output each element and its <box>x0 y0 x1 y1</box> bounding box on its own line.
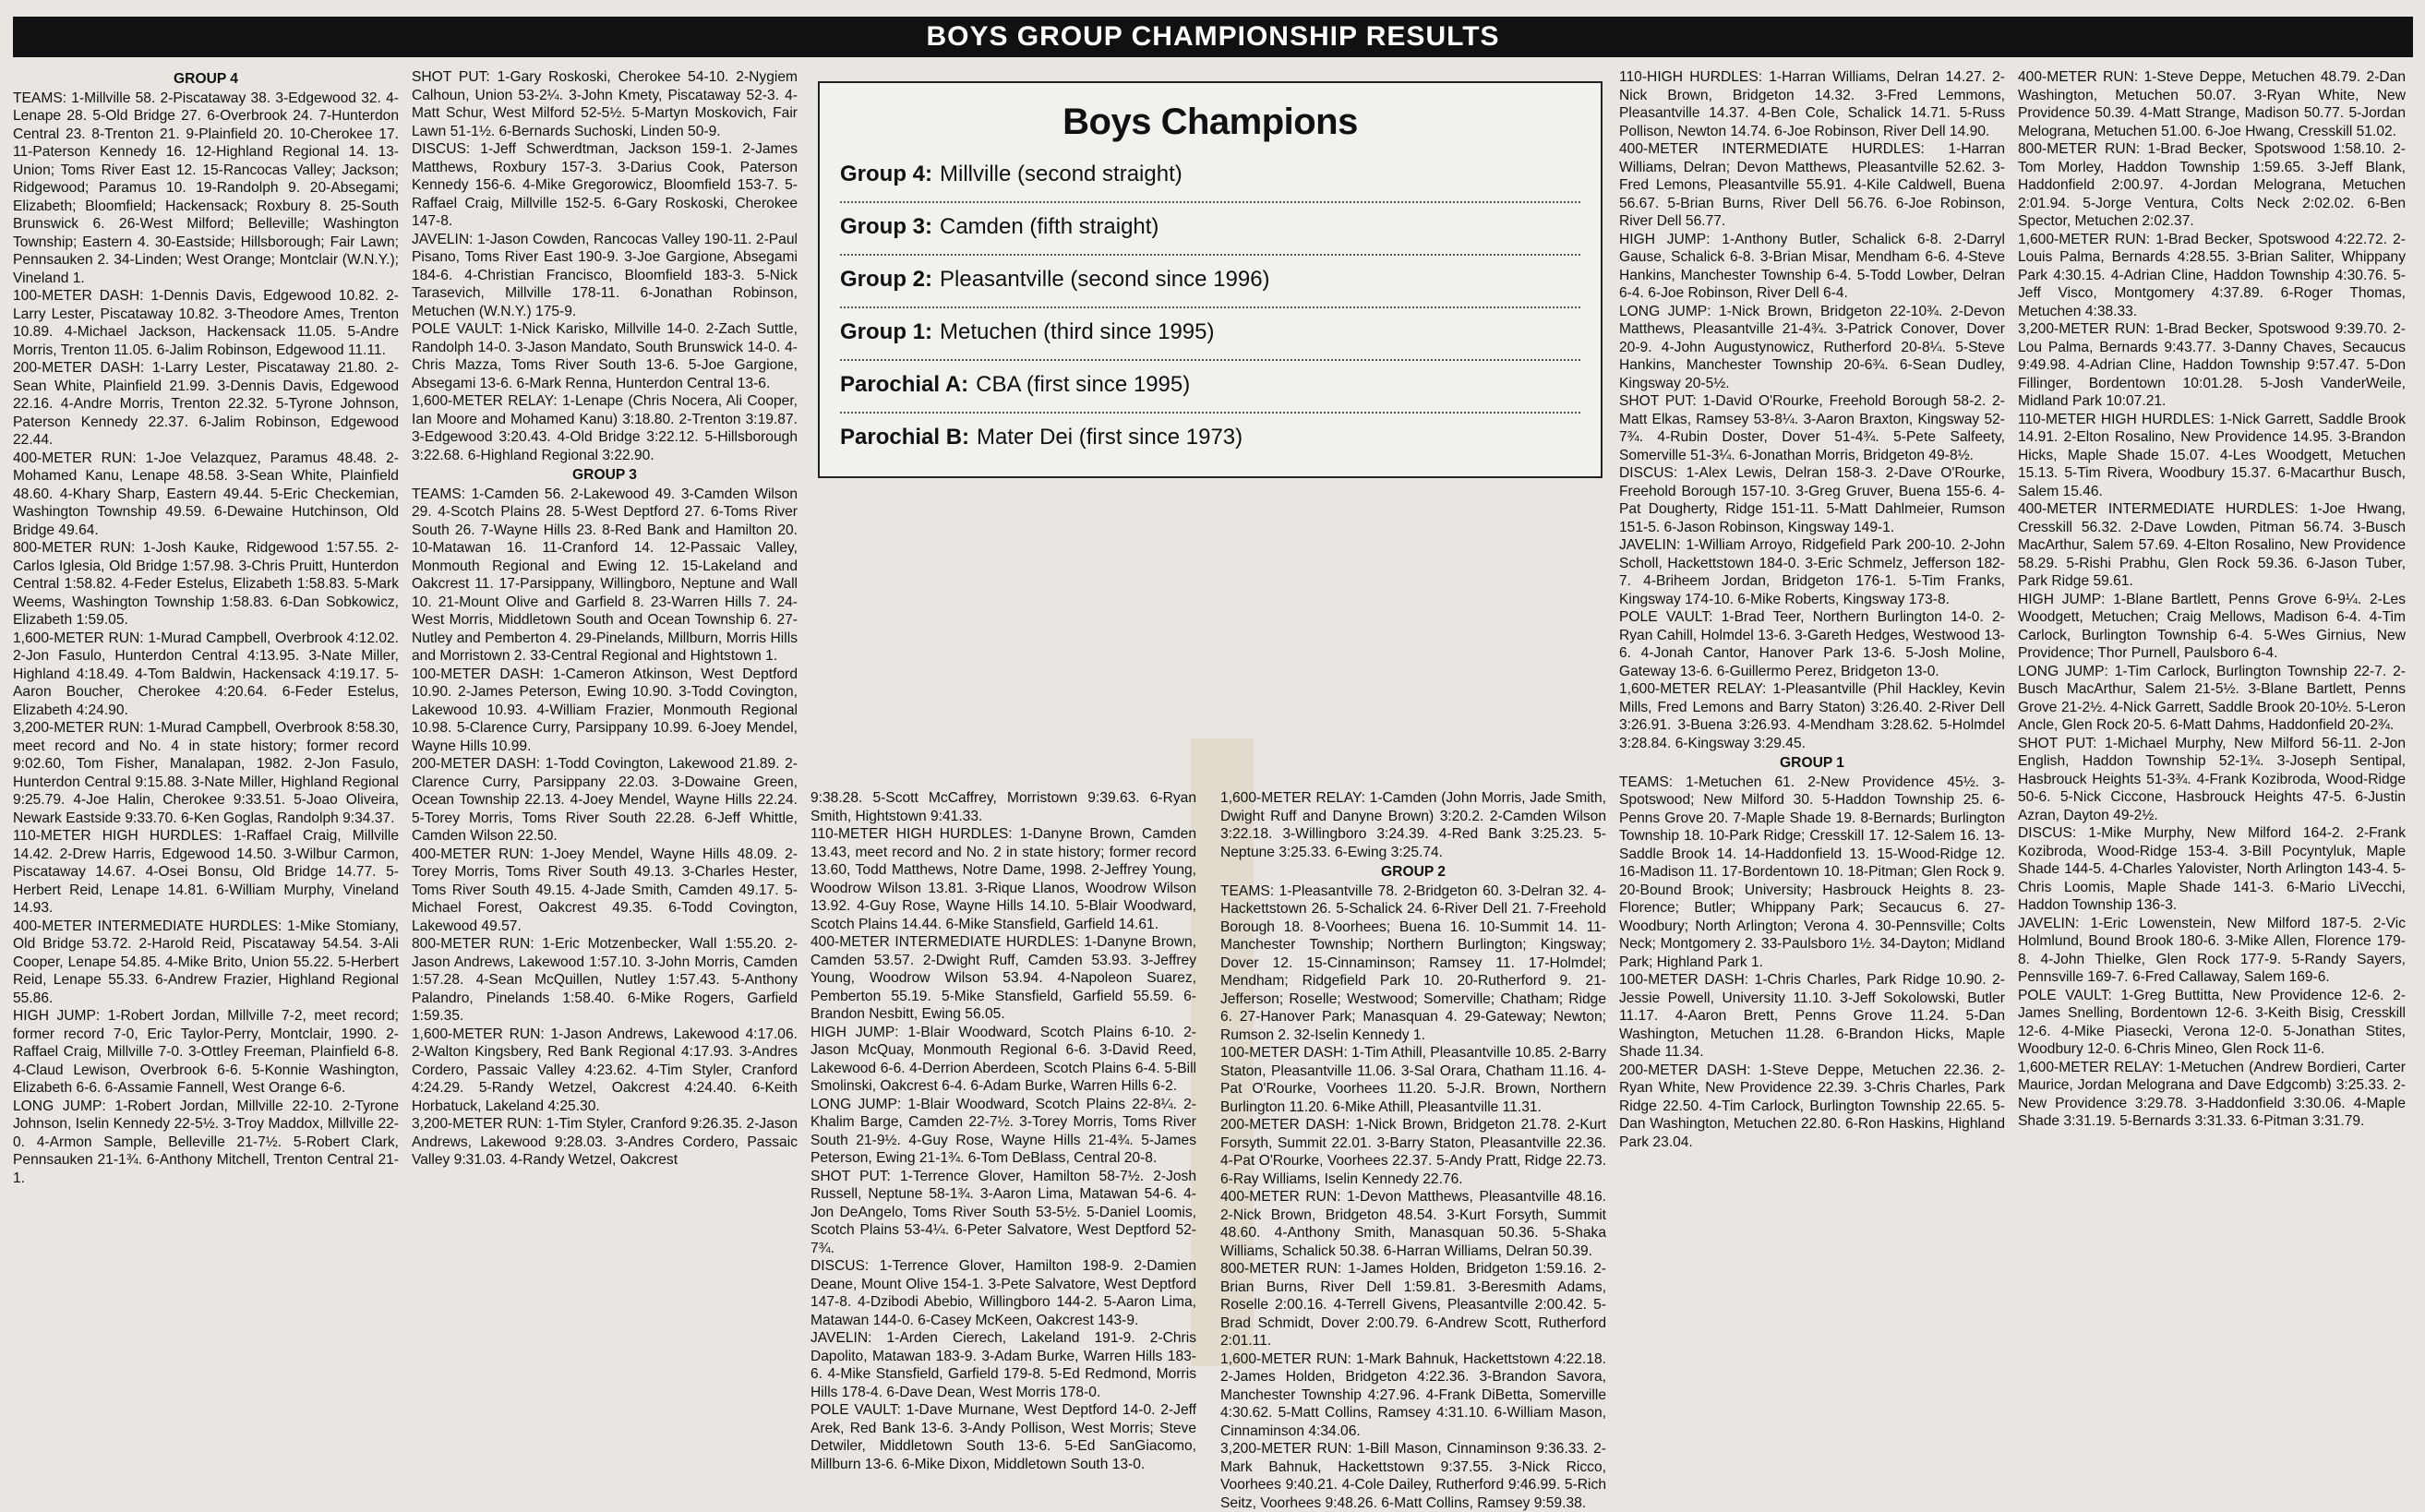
event-result: 200-METER DASH: 1-Steve Deppe, Metuchen 22.36. 2-Ryan White, New Providence 22.39. 3-Chris Charles, Park Ridge 22.50. 4-Tim Carlock, Burlington Township 22.65. 5-Dan Washington, Metuchen 22.80. 6-Ron Haskins, Highland Park 23.04. <box>1619 1062 2005 1150</box>
event-result: 110-METER HIGH HURDLES: 1-Danyne Brown, Camden 13.43, meet record and No. 2 in state history; former record 13.60, Todd Matthews, Notre Dame, 1998. 2-Jeffrey Young, Woodrow Wilson 13.81. 3-Rique Llanos, Woodrow Wilson 13.92. 4-Guy Rose, Wayne Hills 14.10. 5-Blair Woodward, Scotch Plains 14.44. 6-Mike Stansfield, Garfield 14.61. <box>810 826 1196 932</box>
event-result: 1,600-METER RUN: 1-Brad Becker, Spotswood 4:22.72. 2-Louis Palma, Bernards 4:28.55. 3-Brian Saliter, Whippany Park 4:30.15. 4-Adrian Cline, Haddon Township 4:30.76. 5-Jeff Visco, Montgomery 4:37.89. 6-Roger Thomas, Metuchen 4:38.33. <box>2018 231 2406 319</box>
event-result: DISCUS: 1-Mike Murphy, New Milford 164-2. 2-Frank Kozibroda, Wood-Ridge 153-4. 3-Bill Pocyntyluk, Maple Shade 144-5. 4-Charles Yalovister, North Arlington 143-4. 5-Chris Loomis, Maple Shade 141-3. 6-Mario LiVecchi, Haddon Township 136-3. <box>2018 825 2406 913</box>
group-heading: GROUP 4 <box>174 71 238 87</box>
event-result: 3,200-METER RUN: 1-Bill Mason, Cinnaminson 9:36.33. 2-Mark Bahnuk, Hackettstown 9:37.55. 3-Nick Ricco, Voorhees 9:40.21. 4-Cole Dailey, Rutherford 9:46.99. 5-Rich Seitz, Voorhees 9:48.26. 6-Matt Collins, Ramsey 9:59.38. <box>1220 1441 1606 1511</box>
event-result: 1,600-METER RELAY: 1-Pleasantville (Phil Hackley, Kevin Mills, Fred Lemons and Barry Staton) 3:26.40. 2-River Dell 3:26.91. 3-Buena 3:26.93. 4-Mendham 3:28.62. 5-Holmdel 3:28.84. 6-Kingsway 3:29.45. <box>1619 681 2005 751</box>
event-result: 100-METER DASH: 1-Dennis Davis, Edgewood 10.82. 2-Larry Lester, Piscataway 10.82. 3-Theodore Ames, Trenton 10.89. 4-Michael Jackson, Hackensack 11.05. 5-Andre Morris, Trenton 11.05. 6-Jalim Robinson, Edgewood 11.11. <box>13 288 399 358</box>
event-result: DISCUS: 1-Jeff Schwerdtman, Jackson 159-1. 2-James Matthews, Roxbury 157-3. 3-Darius Cook, Paterson Kennedy 156-6. 4-Mike Gregorowicz, Bloomfield 153-7. 5-Raffael Craig, Millville 152-5. 6-Gary Roskoski, Cherokee 147-8. <box>412 141 798 229</box>
event-result: JAVELIN: 1-Arden Cierech, Lakeland 191-9. 2-Chris Dapolito, Matawan 183-9. 3-Adam Burke, Warren Hills 183-6. 4-Mike Stansfield, Garfield 179-8. 5-Ed Redmond, Morris Hills 178-4. 6-Dave Dean, West Morris 178-0. <box>810 1330 1196 1400</box>
group-heading: GROUP 1 <box>1780 755 1844 771</box>
results-column-2 <box>412 68 798 1356</box>
event-result: 400-METER INTERMEDIATE HURDLES: 1-Danyne Brown, Camden 53.57. 2-Dwight Ruff, Camden 53.93. 3-Jeffrey Young, Woodrow Wilson 53.94. 4-Napoleon Suarez, Pemberton 55.19. 5-Mike Stansfield, Garfield 55.59. 6-Brandon Nesbitt, Ewing 56.05. <box>810 934 1196 1022</box>
event-result: LONG JUMP: 1-Robert Jordan, Millville 22-10. 2-Tyrone Johnson, Iselin Kennedy 22-5½. 3-Troy Maddox, Millville 22-0. 4-Armon Sample, Belleville 21-7½. 5-Robert Clark, Pennsauken 21-1¾. 6-Anthony Mitchell, Trenton Central 21-1. <box>13 1098 399 1186</box>
event-result: 200-METER DASH: 1-Nick Brown, Bridgeton 21.78. 2-Kurt Forsyth, Summit 22.01. 3-Barry Staton, Pleasantville 22.36. 4-Pat O'Rourke, Voorhees 22.37. 5-Andy Pratt, Ridge 22.73. 6-Ray Williams, Iselin Kennedy 22.76. <box>1220 1117 1606 1187</box>
champion-group-label: Group 4: <box>840 162 932 186</box>
event-result: 800-METER RUN: 1-Eric Motzenbecker, Wall 1:55.20. 2-Jason Andrews, Lakewood 1:57.10. 3-John Morris, Camden 1:57.28. 4-Sean McQuillen, Nutley 1:57.43. 5-Anthony Palandro, Pinelands 1:58.40. 6-Mike Rogers, Garfield 1:59.35. <box>412 936 798 1024</box>
champion-row <box>840 414 1580 466</box>
event-result: SHOT PUT: 1-Terrence Glover, Hamilton 58-7½. 2-Josh Russell, Neptune 58-1¾. 3-Aaron Lima, Matawan 54-6. 4-Jon DeAngelo, Toms River South 53-5½. 5-Daniel Loomis, Scotch Plains 53-4¼. 6-Peter Salvatore, West Deptford 52-7¾. <box>810 1168 1196 1256</box>
event-result: 1,600-METER RUN: 1-Mark Bahnuk, Hackettstown 4:22.18. 2-James Holden, Bridgeton 4:22.36. 3-Brandon Savora, Manchester Township 4:27.96. 4-Frank DiBetta, Somerville 4:30.62. 5-Matt Collins, Ramsey 4:31.10. 6-William Mason, Cinnaminson 4:34.06. <box>1220 1350 1606 1439</box>
event-result: 100-METER DASH: 1-Cameron Atkinson, West Deptford 10.90. 2-James Peterson, Ewing 10.90. 3-Todd Covington, Lakewood 10.93. 4-William Frazier, Monmouth Regional 10.98. 5-Clarence Curry, Parsippany 10.99. 6-Joey Mendel, Wayne Hills 10.99. <box>412 666 798 754</box>
champion-row <box>840 308 1580 361</box>
champion-group-label: Group 3: <box>840 214 932 239</box>
event-result: 1,600-METER RUN: 1-Murad Campbell, Overbrook 4:12.02. 2-Jon Fasulo, Hunterdon Central 4:13.95. 3-Nate Miller, Highland 4:18.49. 4-Tom Baldwin, Hackensack 4:19.17. 5-Aaron Boucher, Cherokee 4:20.64. 6-Feder Estelus, Elizabeth 4:24.90. <box>13 630 399 718</box>
event-result: 400-METER RUN: 1-Joe Velazquez, Paramus 48.48. 2-Mohamed Kanu, Lenape 48.58. 3-Sean White, Plainfield 48.60. 4-Khary Sharp, Eastern 49.44. 5-Eric Checkemian, Washington Township 49.59. 6-Dewaine Hutchinson, Old Bridge 49.64. <box>13 450 399 538</box>
event-result: 400-METER RUN: 1-Steve Deppe, Metuchen 48.79. 2-Dan Washington, Metuchen 50.07. 3-Ryan White, New Providence 50.39. 4-Matt Strange, Madison 50.77. 5-Jordan Melograna, Metuchen 51.00. 6-Joe Hwang, Cresskill 51.02. <box>2018 69 2406 139</box>
event-result: 3,200-METER RUN: 1-Tim Styler, Cranford 9:26.35. 2-Jason Andrews, Lakewood 9:28.03. 3-Andres Cordero, Passaic Valley 9:31.03. 4-Randy Wetzel, Oakcrest <box>412 1116 798 1168</box>
results-column-1 <box>13 68 399 1356</box>
event-result: LONG JUMP: 1-Blair Woodward, Scotch Plains 22-8¼. 2-Khalim Barge, Camden 22-7½. 3-Torey Morris, Toms River South 21-9½. 4-Guy Rose, Wayne Hills 21-4¾. 5-James Peterson, Ewing 21-1¾. 6-Tom DeBlass, Central 20-8. <box>810 1096 1196 1166</box>
champion-team-text: Mater Dei (first since 1973) <box>977 425 1243 450</box>
event-result: POLE VAULT: 1-Dave Murnane, West Deptford 14-0. 2-Jeff Arek, Red Bank 13-6. 3-Andy Pollison, West Morris; Steve Detwiler, Middletown South 13-6. 5-Ed SanGiacomo, Millburn 13-6. 6-Mike Dixon, Middletown South 13-0. <box>810 1402 1196 1472</box>
event-result: POLE VAULT: 1-Nick Karisko, Millville 14-0. 2-Zach Suttle, Randolph 14-0. 3-Jason Mandato, South Brunswick 14-0. 4-Chris Mazza, Toms River South 13-6. 5-Joe Gargione, Absegami 13-6. 6-Mark Renna, Hunterdon Central 13-6. <box>412 321 798 391</box>
event-result: JAVELIN: 1-Jason Cowden, Rancocas Valley 190-11. 2-Paul Pisano, Toms River East 190-9. 3-Joe Gargione, Absegami 184-6. 4-Christian Francisco, Bloomfield 183-3. 5-Nick Tarasevich, Millville 178-11. 6-Jonathan Robinson, Metuchen (W.N.Y.) 175-9. <box>412 231 798 319</box>
event-result: 1,600-METER RUN: 1-Jason Andrews, Lakewood 4:17.06. 2-Walton Kingsbery, Red Bank Regional 4:17.93. 3-Andres Cordero, Passaic Valley 4:23.62. 4-Tim Styler, Cranford 4:24.29. 5-Randy Wetzel, Oakcrest 4:24.40. 6-Keith Horbatuck, Lakeland 4:25.30. <box>412 1026 798 1114</box>
event-result: 800-METER RUN: 1-Josh Kauke, Ridgewood 1:57.55. 2-Carlos Iglesia, Old Bridge 1:57.98. 3-Chris Pruitt, Hunterdon Central 1:58.82. 4-Feder Estelus, Elizabeth 1:58.83. 5-Mark Weems, Washington Township 1:58.83. 6-Dan Sobkowicz, Elizabeth 1:59.05. <box>13 540 399 628</box>
champions-list <box>840 150 1580 466</box>
event-result: 3,200-METER RUN: 1-Murad Campbell, Overbrook 8:58.30, meet record and No. 4 in state history; former record 9:02.60, Tom Fisher, Manalapan, 1982. 2-Jon Fasulo, Hunterdon Central 9:15.88. 3-Nate Miller, Highland Regional 9:25.79. 4-Joe Halin, Cherokee 9:33.51. 5-Joao Oliveira, Newark Eastside 9:33.70. 6-Ken Goglas, Randolph 9:34.37. <box>13 720 399 826</box>
group-heading: GROUP 3 <box>572 467 637 483</box>
event-result: 1,600-METER RELAY: 1-Lenape (Chris Nocera, Ali Cooper, Ian Moore and Mohamed Kanu) 3:18.80. 2-Trenton 3:19.87. 3-Edgewood 3:20.43. 4-Old Bridge 3:22.12. 5-Hillsborough 3:22.68. 6-Highland Regional 3:22.90. <box>412 393 798 463</box>
event-result: TEAMS: 1-Camden 56. 2-Lakewood 49. 3-Camden Wilson 29. 4-Scotch Plains 28. 5-West Deptford 27. 6-Toms River South 26. 7-Wayne Hills 23. 8-Red Bank and Hamilton 20. 10-Matawan 16. 11-Cranford 14. 12-Passaic Valley, Monmouth Regional and Ewing 12. 15-Lakeland and Oakcrest 11. 17-Parsippany, Willingboro, Neptune and Wall 10. 21-Mount Olive and Garfield 8. 23-Warren Hills 7. 24-West Morris, Middletown South and Ocean Township 6. 27-Nutley and Pemberton 4. 29-Pinelands, Millburn, Morris Hills and Morristown 2. 33-Central Regional and Hightstown 1. <box>412 486 798 664</box>
champion-row <box>840 203 1580 256</box>
banner-title: BOYS GROUP CHAMPIONSHIP RESULTS <box>926 21 1500 52</box>
champion-row <box>840 256 1580 308</box>
champion-team-text: Millville (second straight) <box>940 162 1182 186</box>
event-result: 800-METER RUN: 1-Brad Becker, Spotswood 1:58.10. 2-Tom Morley, Haddon Township 1:59.65. 3-Jeff Blank, Haddonfield 2:00.97. 4-Jordan Melograna, Metuchen 2:01.94. 5-Jorge Ventura, Colts Neck 2:02.02. 6-Ben Spector, Metuchen 2:02.37. <box>2018 141 2406 229</box>
event-result: 110-METER HIGH HURDLES: 1-Nick Garrett, Saddle Brook 14.91. 2-Elton Rosalino, New Providence 14.95. 3-Brandon Hicks, Maple Shade 15.07. 4-Les Woodgett, Metuchen 15.13. 5-Tim Rivera, Woodbury 15.37. 6-Macarthur Busch, Salem 15.46. <box>2018 411 2406 499</box>
event-result: TEAMS: 1-Metuchen 61. 2-New Providence 45½. 3-Spotswood; New Milford 30. 5-Haddon Township 25. 6-Penns Grove 20. 7-Maple Shade 19. 8-Bernards; Burlington Township 18. 10-Park Ridge; Cresskill 17. 12-Salem 16. 13-Saddle Brook 14. 14-Haddonfield 13. 15-Wood-Ridge 12. 16-Madison 11. 17-Bordentown 10. 18-Pitman; Glen Rock 9. 20-Bound Brook; University; Hasbrouck Heights 8. 23-Florence; Butler; Whippany Park; Secaucus 6. 27-Woodbury; North Arlington; Verona 4. 30-Pennsville; Colts Neck; Montgomery 2. 33-Paulsboro 1½. 34-Dayton; Midland Park; Highland Park 1. <box>1619 774 2005 970</box>
event-result: HIGH JUMP: 1-Robert Jordan, Millville 7-2, meet record; former record 7-0, Eric Taylor-Perry, Montclair, 1990. 2-Raffael Craig, Millville 7-0. 3-Ottley Freeman, Plainfield 6-8. 4-Claud Lewison, Overbrook 6-6. 5-Konnie Washington, Elizabeth 6-6. 6-Assamie Fannell, West Orange 6-6. <box>13 1008 399 1096</box>
event-result: 400-METER INTERMEDIATE HURDLES: 1-Harran Williams, Delran; Devon Matthews, Pleasantville 52.62. 3-Fred Lemons, Pleasantville 55.91. 4-Kile Caldwell, Buena 56.67. 5-Brian Burns, River Dell 56.76. 6-Joe Robinson, River Dell 56.77. <box>1619 141 2005 229</box>
event-result: 9:38.28. 5-Scott McCaffrey, Morristown 9:39.63. 6-Ryan Smith, Hightstown 9:41.33. <box>810 790 1196 824</box>
results-column-4 <box>1220 789 1607 1511</box>
champion-row <box>840 361 1580 414</box>
results-column-3 <box>810 789 1196 1472</box>
results-column-5 <box>1619 68 2005 1356</box>
group-heading: GROUP 2 <box>1381 864 1446 880</box>
champion-group-label: Group 1: <box>840 319 932 344</box>
event-result: 100-METER DASH: 1-Tim Athill, Pleasantville 10.85. 2-Barry Staton, Pleasantville 11.06. 3-Sal Orara, Chatham 11.16. 4-Pat O'Rourke, Voorhees 11.20. 5-J.R. Brown, Northern Burlington 11.20. 6-Mike Athill, Pleasantville 11.31. <box>1220 1045 1607 1115</box>
event-result: 400-METER RUN: 1-Joey Mendel, Wayne Hills 48.09. 2-Torey Morris, Toms River South 49.13. 3-Charles Hester, Toms River South 49.15. 4-Jade Smith, Camden 49.17. 5-Michael Forest, Oakcrest 49.35. 6-Todd Covington, Lakewood 49.57. <box>412 846 798 934</box>
event-result: 100-METER DASH: 1-Chris Charles, Park Ridge 10.90. 2-Jessie Powell, University 11.10. 3-Jeff Sokolowski, Butler 11.17. 4-Aaron Brett, Penns Grove 11.24. 5-Dan Washington, Metuchen 11.28. 6-Brandon Hicks, Maple Shade 11.34. <box>1619 972 2005 1060</box>
event-result: LONG JUMP: 1-Tim Carlock, Burlington Township 22-7. 2-Busch MacArthur, Salem 21-5½. 3-Blane Bartlett, Penns Grove 21-2½. 4-Nick Garrett, Saddle Brook 20-10½. 5-Leron Ancle, Glen Rock 20-5. 6-Matt Dahms, Haddonfield 20-2¾. <box>2018 663 2406 733</box>
event-result: POLE VAULT: 1-Greg Buttitta, New Providence 12-6. 2-James Snelling, Bordentown 12-6. 3-Keith Bisig, Cresskill 12-6. 4-Mike Piasecki, Verona 12-0. 5-Jonathan Stites, Woodbury 12-0. 6-Chris Mineo, Glen Rock 11-6. <box>2018 987 2406 1057</box>
champions-title: Boys Champions <box>1062 102 1358 142</box>
results-column-6 <box>2018 68 2406 1356</box>
champion-group-label: Group 2: <box>840 267 932 292</box>
champion-team-text: Camden (fifth straight) <box>940 214 1159 239</box>
event-result: DISCUS: 1-Terrence Glover, Hamilton 198-9. 2-Damien Deane, Mount Olive 154-1. 3-Pete Salvatore, West Deptford 147-8. 4-Dzibodi Abebio, Willingboro 144-2. 5-Aaron Lima, Matawan 144-0. 6-Casey McKeen, Oakcrest 143-9. <box>810 1258 1196 1328</box>
event-result: 400-METER INTERMEDIATE HURDLES: 1-Joe Hwang, Cresskill 56.32. 2-Dave Lowden, Pitman 56.74. 3-Busch MacArthur, Salem 57.69. 4-Elton Rosalino, New Providence 58.29. 5-Rishi Prabhu, Glen Rock 59.36. 6-Jason Tuber, Park Ridge 59.61. <box>2018 501 2406 589</box>
event-result: POLE VAULT: 1-Brad Teer, Northern Burlington 14-0. 2-Ryan Cahill, Holmdel 13-6. 3-Gareth Hedges, Westwood 13-6. 4-Jonah Cantor, Hanover Park 13-6. 5-Josh Moline, Gateway 13-6. 6-Guillermo Perez, Bridgeton 13-0. <box>1619 609 2005 679</box>
event-result: 200-METER DASH: 1-Todd Covington, Lakewood 21.89. 2-Clarence Curry, Parsippany 22.03. 3-Dowaine Green, Ocean Township 22.13. 4-Joey Mendel, Wayne Hills 22.24. 5-Torey Morris, Toms River South 22.28. 6-Jeff Whittle, Camden Wilson 22.50. <box>412 756 798 844</box>
event-result: 1,600-METER RELAY: 1-Camden (John Morris, Jade Smith, Dwight Ruff and Danyne Brown) 3:20.2. 2-Camden Wilson 3:22.18. 3-Willingboro 3:24.39. 4-Red Bank 3:25.23. 5-Neptune 3:25.33. 6-Ewing 3:25.74. <box>1220 790 1606 860</box>
event-result: LONG JUMP: 1-Nick Brown, Bridgeton 22-10¾. 2-Devon Matthews, Pleasantville 21-4¾. 3-Patrick Conover, Dover 20-9. 4-John Augustynowicz, Rutherford 20-8¼. 5-Steve Hankins, Manchester Township 20-6¾. 6-Sean Dudley, Kingsway 20-5½. <box>1619 303 2005 391</box>
event-result: 3,200-METER RUN: 1-Brad Becker, Spotswood 9:39.70. 2-Lou Palma, Bernards 9:43.77. 3-Danny Chaves, Secaucus 9:49.98. 4-Adrian Cline, Haddon Township 9:57.47. 5-Don Fillinger, Bordentown 10:01.28. 5-Josh VanderWeile, Midland Park 10:07.21. <box>2018 321 2406 409</box>
event-result: 1,600-METER RELAY: 1-Metuchen (Andrew Bordieri, Carter Maurice, Jordan Melograna and Dave Edgcomb) 3:25.33. 2-New Providence 3:29.78. 3-Haddonfield 3:30.06. 4-Maple Shade 3:31.19. 5-Bernards 3:31.33. 6-Pitman 3:31.79. <box>2018 1059 2406 1129</box>
champion-group-label: Parochial B: <box>840 425 970 450</box>
event-result: TEAMS: 1-Pleasantville 78. 2-Bridgeton 60. 3-Delran 32. 4-Hackettstown 26. 5-Schalick 24. 6-River Dell 21. 7-Freehold Borough 18. 8-Voorhees; Buena 16. 10-Summit 14. 11-Manchester Township; Northern Burlington; Kingsway; Dover 12. 15-Cinnaminson; Ramsey 11. 17-Holmdel; Mendham; Ridgefield Park 10. 20-Rutherford 9. 21-Jefferson; Roselle; Westwood; Somerville; Chatham; Ridge 6. 27-Hanover Park; Manasquan 4. 29-Gateway; Newton; Rumson 2. 32-Iselin Kennedy 1. <box>1220 882 1606 1043</box>
event-result: TEAMS: 1-Millville 58. 2-Piscataway 38. 3-Edgewood 32. 4-Lenape 28. 5-Old Bridge 27. 6-Overbrook 24. 7-Hunterdon Central 23. 8-Trenton 21. 9-Plainfield 20. 10-Cherokee 17. 11-Paterson Kennedy 16. 12-Highland Regional 14. 13-Union; Toms River East 12. 15-Rancocas Valley; Jackson; Ridgewood; Paramus 10. 19-Randolph 9. 20-Absegami; Elizabeth; Bloomfield; Hackensack; Roxbury 8. 25-South Brunswick 6. 26-West Milford; Belleville; Washington Township; Eastern 4. 30-Eastside; Hillsborough; Fair Lawn; Pennsauken 2. 34-Linden; West Orange; Montclair (W.N.Y.); Vineland 1. <box>13 90 399 286</box>
event-result: 110-METER HIGH HURDLES: 1-Raffael Craig, Millville 14.42. 2-Drew Harris, Edgewood 14.50. 3-Wilbur Carmon, Piscataway 14.67. 4-Osei Bonsu, Old Bridge 14.77. 5-Herbert Reid, Lenape 14.81. 6-William Murphy, Vineland 14.93. <box>13 828 399 916</box>
event-result: HIGH JUMP: 1-Blair Woodward, Scotch Plains 6-10. 2-Jason McQuay, Monmouth Regional 6-6. 3-David Reed, Lakewood 6-6. 4-Derrion Aberdeen, Scotch Plains 6-4. 5-Bill Smolinski, Oakcrest 6-4. 6-Adam Burke, Warren Hills 6-2. <box>810 1024 1196 1094</box>
champion-row <box>840 150 1580 203</box>
event-result: HIGH JUMP: 1-Blane Bartlett, Penns Grove 6-9¼. 2-Les Woodgett, Metuchen; Craig Mellows, Madison 6-4. 4-Tim Carlock, Burlington Township 6-4. 5-Wes Girnius, New Providence; Thor Purnell, Paulsboro 6-4. <box>2018 591 2406 661</box>
champion-team-text: Pleasantville (second since 1996) <box>940 267 1270 292</box>
event-result: 400-METER RUN: 1-Devon Matthews, Pleasantville 48.16. 2-Nick Brown, Bridgeton 48.54. 3-Kurt Forsyth, Summit 48.60. 4-Anthony Smith, Manasquan 50.36. 5-Shaka Williams, Schalick 50.38. 6-Harran Williams, Delran 50.39. <box>1220 1189 1606 1259</box>
champions-box <box>818 81 1603 478</box>
event-result: HIGH JUMP: 1-Anthony Butler, Schalick 6-8. 2-Darryl Gause, Schalick 6-8. 3-Brian Misar, Mendham 6-6. 4-Steve Hankins, Manchester Township 6-4. 5-Todd Lowber, Delran 6-4. 6-Joe Robinson, River Dell 6-4. <box>1619 231 2005 301</box>
champion-group-label: Parochial A: <box>840 372 969 397</box>
event-result: JAVELIN: 1-William Arroyo, Ridgefield Park 200-10. 2-John Scholl, Hackettstown 184-0. 3-Eric Schmelz, Jefferson 182-7. 4-Briheem Jordan, Bridgeton 176-1. 5-Tim Franks, Kingsway 174-10. 6-Mike Roberts, Kingsway 173-8. <box>1619 537 2005 607</box>
event-result: 400-METER INTERMEDIATE HURDLES: 1-Mike Stomiany, Old Bridge 53.72. 2-Harold Reid, Piscataway 54.54. 3-Ali Cooper, Lenape 54.85. 4-Mike Brito, Union 55.22. 5-Herbert Reid, Lenape 55.33. 6-Andrew Frazier, Highland Regional 55.86. <box>13 918 399 1006</box>
champion-team-text: CBA (first since 1995) <box>976 372 1191 397</box>
event-result: SHOT PUT: 1-David O'Rourke, Freehold Borough 58-2. 2-Matt Elkas, Ramsey 53-8¼. 3-Aaron Braxton, Kingsway 52-7¾. 4-Rubin Doster, Dover 51-4¾. 5-Pete Salfeety, Somerville 51-3¼. 6-Jonathan Morris, Bridgeton 49-8½. <box>1619 393 2005 463</box>
event-result: SHOT PUT: 1-Gary Roskoski, Cherokee 54-10. 2-Nygiem Calhoun, Union 53-2¼. 3-John Kmety, Piscataway 52-3. 4-Matt Schur, West Milford 52-5½. 5-Martyn Moskovich, Fair Lawn 51-1½. 6-Bernards Suchoski, Linden 50-9. <box>412 69 798 139</box>
event-result: JAVELIN: 1-Eric Lowenstein, New Milford 187-5. 2-Vic Holmlund, Bound Brook 180-6. 3-Mike Allen, Florence 179-8. 4-John Thielke, Glen Rock 177-9. 5-Randy Sayers, Pennsville 169-7. 6-Fred Callaway, Salem 169-6. <box>2018 915 2406 985</box>
champion-team-text: Metuchen (third since 1995) <box>940 319 1215 344</box>
event-result: 200-METER DASH: 1-Larry Lester, Piscataway 21.80. 2-Sean White, Plainfield 21.99. 3-Dennis Davis, Edgewood 22.16. 4-Andre Morris, Trenton 22.32. 5-Tyrone Johnson, Paterson Kennedy 22.37. 6-Jalim Robinson, Edgewood 22.44. <box>13 360 399 448</box>
event-result: 800-METER RUN: 1-James Holden, Bridgeton 1:59.16. 2-Brian Burns, River Dell 1:59.81. 3-Beresmith Adams, Roselle 2:00.16. 4-Terrell Givens, Pleasantville 2:00.42. 5-Brad Schmidt, Dover 2:00.79. 6-Andrew Scott, Rutherford 2:01.11. <box>1220 1261 1606 1349</box>
section-banner <box>13 17 2413 57</box>
event-result: SHOT PUT: 1-Michael Murphy, New Milford 56-11. 2-Jon English, Haddon Township 52-1¾. 3-Joseph Sentipal, Hasbrouck Heights 51-3¾. 4-Frank Kozibroda, Wood-Ridge 50-6. 5-Nick Ciccone, Hasbrouck Heights 47-5. 6-Justin Azran, Dayton 49-2½. <box>2018 735 2406 823</box>
event-result: DISCUS: 1-Alex Lewis, Delran 158-3. 2-Dave O'Rourke, Freehold Borough 157-10. 3-Greg Gruver, Buena 155-6. 4-Pat Dougherty, Ridge 151-11. 5-Matt Dahlmeier, Rumson 151-5. 6-Jason Robinson, Kingsway 149-1. <box>1619 465 2005 535</box>
event-result: 110-HIGH HURDLES: 1-Harran Williams, Delran 14.27. 2-Nick Brown, Bridgeton 14.32. 3-Fred Lemmons, Pleasantville 14.37. 4-Ben Cole, Schalick 14.71. 5-Russ Pollison, Newton 14.74. 6-Joe Robinson, River Dell 14.90. <box>1619 69 2005 139</box>
